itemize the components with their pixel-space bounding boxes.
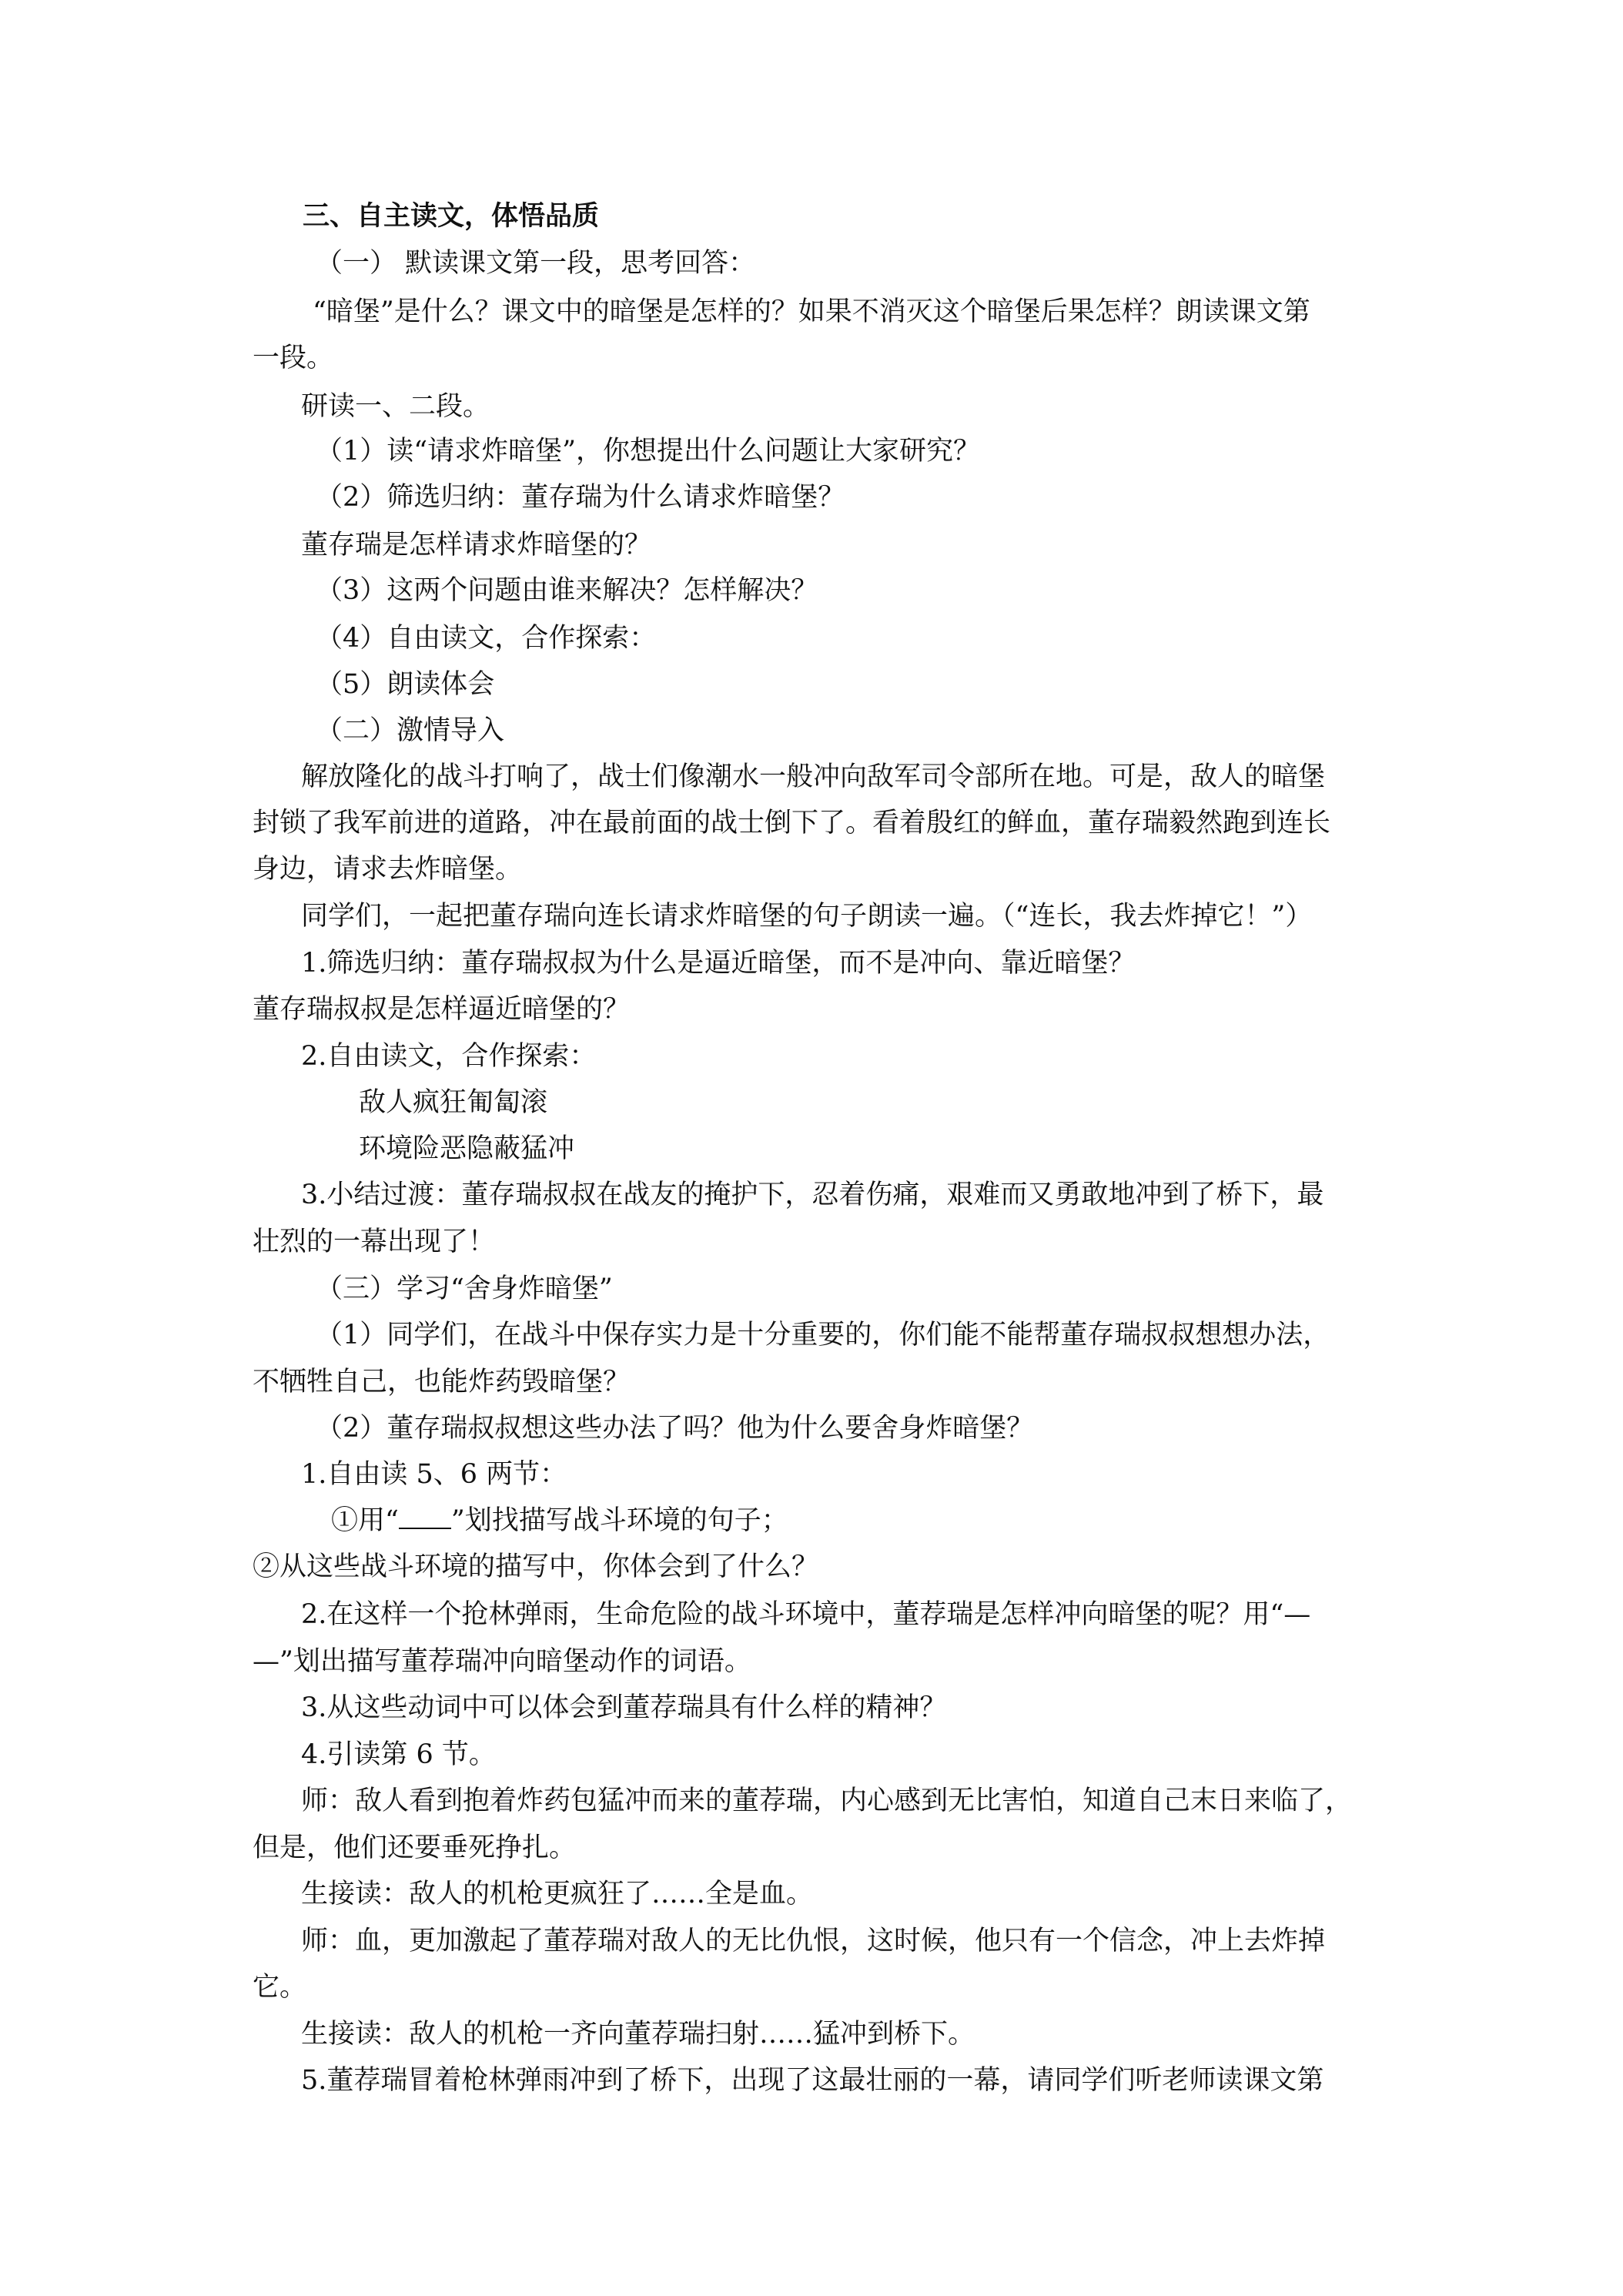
text-line: 4.引读第 6 节。 bbox=[301, 1739, 496, 1770]
text-line: （一） 默读课文第一段，思考回答： bbox=[316, 248, 756, 279]
text-line: 一段。 bbox=[253, 343, 334, 373]
text-line: （1）同学们，在战斗中保存实力是十分重要的，你们能不能帮董存瑞叔叔想想办法， bbox=[316, 1320, 1330, 1350]
text-line: “暗堡”是什么？课文中的暗堡是怎样的？如果不消灭这个暗堡后果怎样？朗读课文第 bbox=[313, 296, 1310, 327]
instruction-before: ①用“ bbox=[331, 1505, 399, 1536]
text-line: （2）董存瑞叔叔想这些办法了吗？他为什么要舍身炸暗堡？ bbox=[316, 1413, 1034, 1444]
text-line: 2.在这样一个抢林弹雨，生命危险的战斗环境中，董荐瑞是怎样冲向暗堡的呢？用“— bbox=[301, 1599, 1311, 1630]
text-line: 研读一、二段。 bbox=[301, 391, 490, 422]
text-line: 但是，他们还要垂死挣扎。 bbox=[253, 1832, 577, 1863]
text-line: （1）读“请求炸暗堡”，你想提出什么问题让大家研究？ bbox=[316, 436, 981, 467]
underline-blank bbox=[399, 1506, 451, 1529]
text-line: 生接读：敌人的机枪一齐向董荐瑞扫射……猛冲到桥下。 bbox=[301, 2019, 975, 2050]
text-line: 1.筛选归纳：董存瑞叔叔为什么是逼近暗堡，而不是冲向、靠近暗堡？ bbox=[301, 948, 1136, 979]
text-line: ②从这些战斗环境的描写中，你体会到了什么？ bbox=[253, 1551, 819, 1582]
text-line: 师：血，更加激起了董荐瑞对敌人的无比仇恨，这时候，他只有一个信念，冲上去炸掉 bbox=[301, 1926, 1326, 1956]
text-line: 3.从这些动词中可以体会到董荐瑞具有什么样的精神？ bbox=[301, 1692, 947, 1723]
text-line: （二）激情导入 bbox=[316, 715, 505, 746]
instruction-after: ”划找描写战斗环境的句子； bbox=[450, 1505, 788, 1536]
text-line: 3.小结过渡：董存瑞叔叔在战友的掩护下，忍着伤痛，艰难而又勇敢地冲到了桥下，最 bbox=[301, 1180, 1324, 1210]
text-line: 环境险恶隐蔽猛冲 bbox=[359, 1133, 575, 1164]
text-line: （5）朗读体会 bbox=[316, 669, 495, 700]
text-line: 生接读：敌人的机枪更疯狂了……全是血。 bbox=[301, 1879, 814, 1909]
text-line: 壮烈的一幕出现了！ bbox=[253, 1227, 496, 1257]
text-line: （4）自由读文，合作探索： bbox=[316, 623, 657, 654]
text-line: 解放隆化的战斗打响了，战士们像潮水一般冲向敌军司令部所在地。可是，敌人的暗堡 bbox=[301, 761, 1326, 792]
text-line: 5.董荐瑞冒着枪林弹雨冲到了桥下，出现了这最壮丽的一幕，请同学们听老师读课文第 bbox=[301, 2065, 1324, 2096]
text-line: （3）这两个问题由谁来解决？怎样解决？ bbox=[316, 575, 818, 606]
text-line: 董存瑞是怎样请求炸暗堡的？ bbox=[301, 530, 652, 561]
text-line: 它。 bbox=[253, 1972, 307, 2003]
text-line: —”划出描写董荐瑞冲向暗堡动作的词语。 bbox=[253, 1646, 751, 1677]
text-line: 封锁了我军前进的道路，冲在最前面的战士倒下了。看着殷红的鲜血，董存瑞毅然跑到连长 bbox=[253, 808, 1331, 838]
underline-instruction bbox=[331, 1501, 788, 1540]
text-line: 身边，请求去炸暗堡。 bbox=[253, 854, 523, 885]
section-heading: 三、自主读文，体悟品质 bbox=[303, 200, 600, 232]
text-line: （2）筛选归纳：董存瑞为什么请求炸暗堡？ bbox=[316, 482, 845, 513]
text-line: 不牺牲自己，也能炸药毁暗堡？ bbox=[253, 1367, 631, 1397]
text-line: 师：敌人看到抱着炸药包猛冲而来的董荐瑞，内心感到无比害怕，知道自己末日来临了， bbox=[301, 1786, 1353, 1816]
text-line: （三）学习“舍身炸暗堡” bbox=[316, 1274, 613, 1304]
text-line: 董存瑞叔叔是怎样逼近暗堡的？ bbox=[253, 994, 631, 1025]
text-line: 1.自由读 5、6 两节： bbox=[301, 1459, 567, 1490]
text-line: 敌人疯狂匍匐滚 bbox=[359, 1087, 548, 1118]
text-line: 同学们，一起把董存瑞向连长请求炸暗堡的句子朗读一遍。（“连长，我去炸掉它！”） bbox=[301, 901, 1313, 932]
text-line: 2.自由读文，合作探索： bbox=[301, 1041, 597, 1072]
